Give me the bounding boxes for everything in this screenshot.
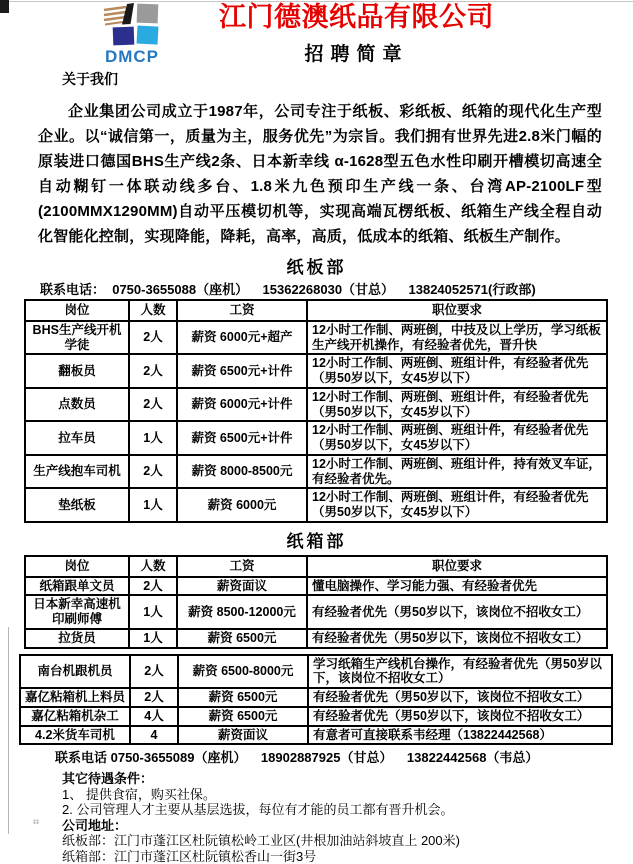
- table-row: [20, 655, 612, 689]
- benefits-heading: 其它待遇条件：: [62, 771, 154, 787]
- position-cell: 嘉亿粘箱机上料员: [20, 688, 130, 707]
- table-header-row: [25, 300, 607, 321]
- box-dept-table-header: [25, 556, 607, 577]
- requirement-cell: 有意者可直接联系韦经理（13822442568）: [308, 726, 612, 745]
- board-dept-table-header: [25, 300, 607, 321]
- benefit-item-1: 1、 提供食宿，购买社保。: [62, 786, 216, 802]
- count-cell: 2人: [129, 577, 177, 596]
- wage-cell: 薪资 6000元+超产: [177, 321, 307, 355]
- count-cell: 2人: [129, 455, 177, 489]
- requirement-cell: 12小时工作制、两班倒、班组计件，有经验者优先（男50岁以下，女45岁以下）: [307, 388, 607, 422]
- address-heading: 公司地址：: [62, 817, 128, 833]
- count-cell: 1人: [129, 421, 177, 455]
- benefit-item-2: 2. 公司管理人才主要从基层选拔，每位有才能的员工都有晋升机会。: [62, 802, 454, 818]
- wage-cell: 薪资 8500-12000元: [177, 595, 307, 629]
- table-row: [25, 421, 607, 455]
- wage-cell: 薪资 6000元+计件: [177, 388, 307, 422]
- count-cell: 1人: [129, 629, 177, 648]
- position-cell: 南台机跟机员: [20, 655, 130, 689]
- requirement-cell: 12小时工作制、两班倒、班组计件，有经验者优先（男50岁以下，女45岁以下）: [307, 354, 607, 388]
- count-cell: 2人: [130, 688, 178, 707]
- position-cell: 拉货员: [25, 629, 129, 648]
- requirement-cell: 12小时工作制、两班倒、班组计件，有经验者优先（男50岁以下，女45岁以下）: [307, 421, 607, 455]
- position-cell: 4.2米货车司机: [20, 726, 130, 745]
- document-header: [0, 0, 633, 88]
- table-row: [25, 388, 607, 422]
- requirement-cell: 学习纸箱生产线机台操作，有经验者优先（男50岁以下，该岗位不招收女工）: [308, 655, 612, 689]
- wage-cell: 薪资面议: [178, 726, 308, 745]
- board-dept-contact-line: 联系电话： 0750-3655088（座机） 15362268030（甘总） 13824052571(行政部): [40, 282, 536, 297]
- table-row: [25, 595, 607, 629]
- position-cell: 日本新幸高速机印刷师傅: [25, 595, 129, 629]
- position-cell: 纸箱跟单文员: [25, 577, 129, 596]
- position-cell: 嘉亿粘箱机杂工: [20, 707, 130, 726]
- table-row: [25, 321, 607, 355]
- address-board-dept: 纸板部：江门市蓬江区杜阮镇松岭工业区(井根加油站斜坡直上 200米): [62, 833, 460, 849]
- wage-cell: 薪资 6500元: [178, 688, 308, 707]
- count-cell: 4: [130, 726, 178, 745]
- wage-cell: 薪资 6000元: [177, 488, 307, 522]
- wage-cell: 薪资 6500元: [178, 707, 308, 726]
- col-header-wage: 工资: [177, 556, 307, 577]
- box-dept-heading: 纸箱部: [286, 531, 347, 551]
- document-title: 招聘简章: [304, 44, 409, 66]
- wage-cell: 薪资 6500-8000元: [178, 655, 308, 689]
- page-dots-artifact: [34, 820, 36, 822]
- count-cell: 2人: [129, 354, 177, 388]
- count-cell: 1人: [129, 488, 177, 522]
- count-cell: 1人: [129, 595, 177, 629]
- count-cell: 4人: [130, 707, 178, 726]
- col-header-requirement: 职位要求: [307, 556, 607, 577]
- col-header-position: 岗位: [25, 556, 129, 577]
- requirement-cell: 有经验者优先（男50岁以下，该岗位不招收女工）: [307, 629, 607, 648]
- board-dept-heading: 纸板部: [286, 258, 347, 277]
- table-row: [20, 688, 612, 707]
- requirement-cell: 有经验者优先（男50岁以下，该岗位不招收女工）: [308, 688, 612, 707]
- col-header-count: 人数: [129, 300, 177, 321]
- col-header-count: 人数: [129, 556, 177, 577]
- wage-cell: 薪资 6500元: [177, 629, 307, 648]
- requirement-cell: 12小时工作制、两班倒、班组计件，有经验者优先（男50岁以下，女45岁以下）: [307, 488, 607, 522]
- position-cell: 翻板员: [25, 354, 129, 388]
- count-cell: 2人: [130, 655, 178, 689]
- position-cell: BHS生产线开机学徒: [25, 321, 129, 355]
- wage-cell: 薪资 8000-8500元: [177, 455, 307, 489]
- page-border-left: [8, 627, 9, 834]
- count-cell: 2人: [129, 388, 177, 422]
- title-block: [85, 3, 628, 66]
- requirement-cell: 有经验者优先（男50岁以下，该岗位不招收女工）: [307, 595, 607, 629]
- requirement-cell: 有经验者优先（男50岁以下，该岗位不招收女工）: [308, 707, 612, 726]
- box-dept-table-bottom: [19, 654, 613, 746]
- table-row: [25, 577, 607, 596]
- table-row: [25, 488, 607, 522]
- table-row: [25, 629, 607, 648]
- wage-cell: 薪资面议: [177, 577, 307, 596]
- requirement-cell: 12小时工作制、两班倒，中技及以上学历，学习纸板生产线开机操作，有经验者优先，晋升快: [307, 321, 607, 355]
- box-dept-table-top: [24, 555, 608, 649]
- position-cell: 生产线抱车司机: [25, 455, 129, 489]
- col-header-position: 岗位: [25, 300, 129, 321]
- col-header-wage: 工资: [177, 300, 307, 321]
- wage-cell: 薪资 6500元+计件: [177, 354, 307, 388]
- box-dept-contact-line: 联系电话 0750-3655089（座机） 18902887925（甘总） 13822442568（韦总）: [55, 750, 539, 766]
- table-row: [25, 354, 607, 388]
- requirement-cell: 懂电脑操作、学习能力强、有经验者优先: [307, 577, 607, 596]
- table-row: [20, 707, 612, 726]
- company-name-title: 江门德澳纸品有限公司: [219, 2, 494, 32]
- requirement-cell: 12小时工作制、两班倒、班组计件，持有效叉车证，有经验者优先。: [307, 455, 607, 489]
- address-box-dept: 纸箱部：江门市蓬江区杜阮镇松香山一街3号: [62, 848, 317, 864]
- count-cell: 2人: [129, 321, 177, 355]
- about-us-heading: 关于我们: [62, 71, 118, 87]
- table-header-row: [25, 556, 607, 577]
- position-cell: 垫纸板: [25, 488, 129, 522]
- table-row: [25, 455, 607, 489]
- position-cell: 拉车员: [25, 421, 129, 455]
- position-cell: 点数员: [25, 388, 129, 422]
- col-header-requirement: 职位要求: [307, 300, 607, 321]
- board-dept-table: [24, 299, 608, 523]
- footer-block: [62, 771, 633, 864]
- company-intro-paragraph: 企业集团公司成立于1987年，公司专注于纸板、彩纸板、纸箱的现代化生产型企业。以“诚信第一，质量为主，服务优先”为宗旨。我们拥有世界先进2.8米门幅的原装进口德国BHS生产线2条、日本新幸线 α-1628型五色水性印刷开槽模切高速全自动糊钉一体联动线多台、1.8米九色预印生产线一条、台湾AP-2100LF型(2100MMX1290MM)自动平压模切机等，实现高端瓦楞纸板、纸箱生产线全程自动化智能化控制，实现降能，降耗，高率，高质，低成本的纸箱、纸板生产制作。: [38, 103, 602, 245]
- table-row: [20, 726, 612, 745]
- logo-wordmark: DMCP: [104, 47, 160, 66]
- wage-cell: 薪资 6500元+计件: [177, 421, 307, 455]
